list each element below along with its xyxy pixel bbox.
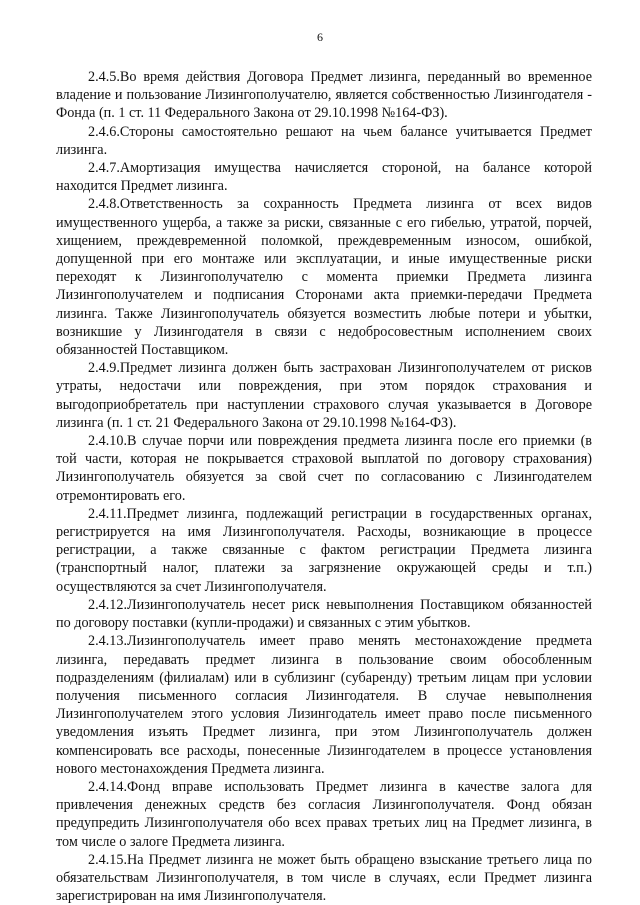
paragraph-2-4-7: 2.4.7.Амортизация имущества начисляется стороной, на балансе которой находится Предмет лизинга.	[56, 160, 592, 195]
paragraph-2-4-8: 2.4.8.Ответственность за сохранность Предмета лизинга от всех видов имущественного ущерба, а также за риски, связанные с его гибелью, утратой, порчей, хищением, преждевременной поломкой, преждевременным износом, ошибкой, допущенной при его монтаже или эксплуатации, и иные имущественные риски переходят к Лизингополучателю с момента приемки Предмета лизинга Лизингополучателем и подписания Сторонами акта приемки-передачи Предмета лизинга. Также Лизингополучатель обязуется возместить любые потери и убытки, возникшие у Лизингодателя в связи с недобросовестным исполнением своих обязанностей Поставщиком.	[56, 196, 592, 359]
paragraph-2-4-5: 2.4.5.Во время действия Договора Предмет лизинга, переданный во временное владение и пользование Лизингополучателю, является собственностью Лизингодателя - Фонда (п. 1 ст. 11 Федерального Закона от 29.10.1998 №164-ФЗ).	[56, 69, 592, 122]
paragraph-2-4-13: 2.4.13.Лизингополучатель имеет право менять местонахождение предмета лизинга, передавать предмет лизинга в пользование своим обособленным подразделениям (филиалам) или в сублизинг (субаренду) третьим лицам при условии получения письменного согласия Лизингодателя. В случае невыполнения Лизингополучателем этого условия Лизингодатель имеет право после письменного уведомления изъять Предмет лизинга, при этом Лизингополучатель должен компенсировать все расходы, понесенные Лизингодателем в процессе установления нового местонахождения Предмета лизинга.	[56, 633, 592, 777]
paragraph-2-4-10: 2.4.10.В случае порчи или повреждения предмета лизинга после его приемки (в той части, которая не покрывается страховой выплатой по договору страхования) Лизингополучатель обязуется за свой счет по согласованию с Лизингодателем отремонтировать его.	[56, 433, 592, 504]
paragraph-2-4-6: 2.4.6.Стороны самостоятельно решают на чьем балансе учитывается Предмет лизинга.	[56, 123, 592, 158]
paragraph-2-4-15: 2.4.15.На Предмет лизинга не может быть обращено взыскание третьего лица по обязательствам Лизингополучателя, в том числе в случаях, если Предмет лизинга зарегистрирован на имя Лизингополучателя.	[56, 851, 592, 905]
document-body	[56, 68, 592, 905]
paragraph-2-4-14: 2.4.14.Фонд вправе использовать Предмет лизинга в качестве залога для привлечения денежных средств без согласия Лизингополучателя. Фонд обязан предупредить Лизингополучателя обо всех правах третьих лиц на Предмет лизинга, в том числе о залоге Предмета лизинга.	[56, 778, 592, 850]
paragraph-2-4-12: 2.4.12.Лизингополучатель несет риск невыполнения Поставщиком обязанностей по договору поставки (купли-продажи) и связанных с этим убытков.	[56, 596, 592, 632]
page-number: 6	[317, 30, 323, 44]
paragraph-2-4-9: 2.4.9.Предмет лизинга должен быть застрахован Лизингополучателем от рисков утраты, недостачи или повреждения, при этом порядок страхования и выгодоприобретатель при наступлении страхового случая указывается в Договоре лизинга (п. 1 ст. 21 Федерального Закона от 29.10.1998 №164-ФЗ).	[56, 360, 592, 431]
paragraph-2-4-11: 2.4.11.Предмет лизинга, подлежащий регистрации в государственных органах, регистрируется на имя Лизингополучателя. Расходы, возникающие в процессе регистрации, а также связанные с фактом регистрации Предмета лизинга (транспортный налог, платежи за загрязнение окружающей среды и т.п.) осуществляются за счет Лизингополучателя.	[56, 505, 592, 595]
